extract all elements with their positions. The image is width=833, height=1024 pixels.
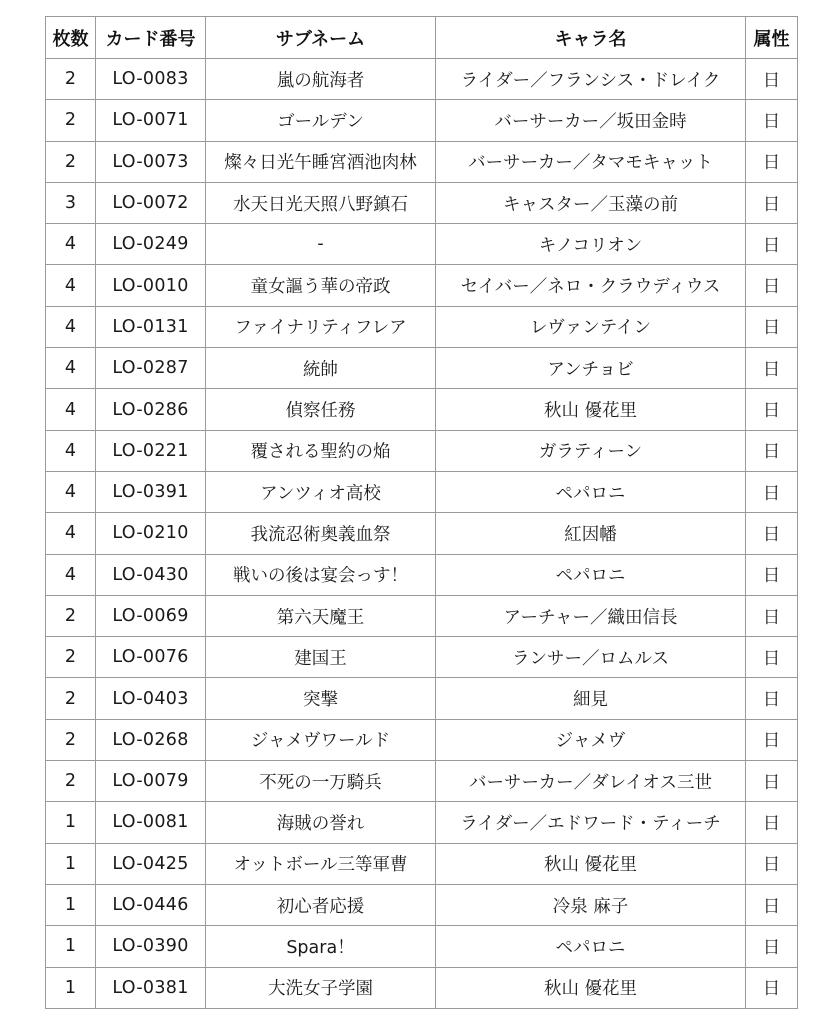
- cell-attribute: 日: [746, 430, 798, 471]
- cell-subname: ファイナリティフレア: [206, 306, 436, 347]
- table-row: [46, 719, 798, 760]
- cell-card-number: LO-0268: [96, 719, 206, 760]
- table-row: [46, 100, 798, 141]
- cell-subname: 覆される聖約の焔: [206, 430, 436, 471]
- table-row: [46, 389, 798, 430]
- table-row: [46, 141, 798, 182]
- cell-subname: 童女謳う華の帝政: [206, 265, 436, 306]
- cell-character-name: ジャメヴ: [436, 719, 746, 760]
- cell-subname: 燦々日光午睡宮酒池肉林: [206, 141, 436, 182]
- cell-card-number: LO-0390: [96, 926, 206, 967]
- cell-character-name: ランサー／ロムルス: [436, 637, 746, 678]
- cell-count: 2: [46, 637, 96, 678]
- cell-card-number: LO-0073: [96, 141, 206, 182]
- cell-attribute: 日: [746, 595, 798, 636]
- cell-subname: 統帥: [206, 348, 436, 389]
- cell-subname: 海賊の誉れ: [206, 802, 436, 843]
- table-row: [46, 761, 798, 802]
- cell-count: 4: [46, 348, 96, 389]
- cell-count: 2: [46, 100, 96, 141]
- table-row: [46, 637, 798, 678]
- cell-card-number: LO-0079: [96, 761, 206, 802]
- cell-subname: 突撃: [206, 678, 436, 719]
- cell-character-name: 紅因幡: [436, 513, 746, 554]
- cell-character-name: キノコリオン: [436, 224, 746, 265]
- cell-subname: 初心者応援: [206, 884, 436, 925]
- cell-count: 2: [46, 761, 96, 802]
- cell-subname: 水天日光天照八野鎮石: [206, 182, 436, 223]
- cell-count: 2: [46, 719, 96, 760]
- cell-attribute: 日: [746, 802, 798, 843]
- cell-attribute: 日: [746, 182, 798, 223]
- cell-subname: 大洗女子学園: [206, 967, 436, 1008]
- cell-count: 2: [46, 595, 96, 636]
- cell-card-number: LO-0430: [96, 554, 206, 595]
- cell-subname: 嵐の航海者: [206, 59, 436, 100]
- card-list-table-container: [45, 16, 798, 1009]
- cell-attribute: 日: [746, 141, 798, 182]
- cell-count: 2: [46, 59, 96, 100]
- cell-attribute: 日: [746, 761, 798, 802]
- table-header-row: [46, 17, 798, 59]
- cell-subname: ジャメヴワールド: [206, 719, 436, 760]
- cell-subname: 建国王: [206, 637, 436, 678]
- cell-character-name: バーサーカー／坂田金時: [436, 100, 746, 141]
- cell-subname: アンツィオ高校: [206, 471, 436, 512]
- cell-attribute: 日: [746, 678, 798, 719]
- cell-count: 1: [46, 967, 96, 1008]
- table-row: [46, 884, 798, 925]
- cell-subname: 偵察任務: [206, 389, 436, 430]
- cell-count: 4: [46, 306, 96, 347]
- header-count: 枚数: [46, 17, 96, 59]
- cell-card-number: LO-0072: [96, 182, 206, 223]
- cell-count: 2: [46, 678, 96, 719]
- cell-attribute: 日: [746, 843, 798, 884]
- cell-subname: -: [206, 224, 436, 265]
- cell-card-number: LO-0210: [96, 513, 206, 554]
- table-row: [46, 967, 798, 1008]
- cell-subname: 不死の一万騎兵: [206, 761, 436, 802]
- cell-attribute: 日: [746, 471, 798, 512]
- cell-card-number: LO-0446: [96, 884, 206, 925]
- cell-attribute: 日: [746, 100, 798, 141]
- cell-count: 2: [46, 141, 96, 182]
- table-row: [46, 843, 798, 884]
- cell-character-name: セイバー／ネロ・クラウディウス: [436, 265, 746, 306]
- cell-card-number: LO-0081: [96, 802, 206, 843]
- header-character-name: キャラ名: [436, 17, 746, 59]
- cell-attribute: 日: [746, 59, 798, 100]
- table-row: [46, 471, 798, 512]
- cell-attribute: 日: [746, 306, 798, 347]
- table-row: [46, 802, 798, 843]
- cell-card-number: LO-0249: [96, 224, 206, 265]
- cell-character-name: バーサーカー／タマモキャット: [436, 141, 746, 182]
- cell-attribute: 日: [746, 348, 798, 389]
- cell-count: 1: [46, 802, 96, 843]
- table-row: [46, 678, 798, 719]
- cell-count: 4: [46, 265, 96, 306]
- table-row: [46, 595, 798, 636]
- cell-attribute: 日: [746, 884, 798, 925]
- table-row: [46, 224, 798, 265]
- header-attribute: 属性: [746, 17, 798, 59]
- cell-subname: 戦いの後は宴会っす！: [206, 554, 436, 595]
- table-row: [46, 513, 798, 554]
- table-row: [46, 265, 798, 306]
- table-row: [46, 306, 798, 347]
- cell-character-name: ペパロニ: [436, 926, 746, 967]
- cell-attribute: 日: [746, 389, 798, 430]
- cell-character-name: ペパロニ: [436, 554, 746, 595]
- cell-character-name: キャスター／玉藻の前: [436, 182, 746, 223]
- cell-card-number: LO-0221: [96, 430, 206, 471]
- table-row: [46, 59, 798, 100]
- cell-character-name: 冷泉 麻子: [436, 884, 746, 925]
- cell-count: 4: [46, 471, 96, 512]
- cell-count: 1: [46, 884, 96, 925]
- cell-count: 3: [46, 182, 96, 223]
- cell-character-name: 秋山 優花里: [436, 389, 746, 430]
- cell-card-number: LO-0069: [96, 595, 206, 636]
- cell-character-name: 秋山 優花里: [436, 967, 746, 1008]
- table-row: [46, 182, 798, 223]
- cell-count: 4: [46, 430, 96, 471]
- cell-card-number: LO-0131: [96, 306, 206, 347]
- cell-character-name: アンチョビ: [436, 348, 746, 389]
- cell-character-name: アーチャー／織田信長: [436, 595, 746, 636]
- cell-card-number: LO-0076: [96, 637, 206, 678]
- cell-count: 4: [46, 554, 96, 595]
- cell-attribute: 日: [746, 513, 798, 554]
- cell-attribute: 日: [746, 637, 798, 678]
- cell-character-name: レヴァンテイン: [436, 306, 746, 347]
- cell-attribute: 日: [746, 926, 798, 967]
- header-subname: サブネーム: [206, 17, 436, 59]
- cell-character-name: 秋山 優花里: [436, 843, 746, 884]
- table-row: [46, 554, 798, 595]
- cell-attribute: 日: [746, 967, 798, 1008]
- cell-card-number: LO-0391: [96, 471, 206, 512]
- cell-card-number: LO-0083: [96, 59, 206, 100]
- cell-character-name: ペパロニ: [436, 471, 746, 512]
- cell-attribute: 日: [746, 265, 798, 306]
- table-row: [46, 926, 798, 967]
- cell-attribute: 日: [746, 719, 798, 760]
- cell-subname: Spara！: [206, 926, 436, 967]
- cell-character-name: ライダー／エドワード・ティーチ: [436, 802, 746, 843]
- cell-card-number: LO-0425: [96, 843, 206, 884]
- cell-count: 1: [46, 926, 96, 967]
- header-card-number: カード番号: [96, 17, 206, 59]
- cell-character-name: ガラティーン: [436, 430, 746, 471]
- cell-count: 1: [46, 843, 96, 884]
- cell-subname: オットボール三等軍曹: [206, 843, 436, 884]
- cell-character-name: 細見: [436, 678, 746, 719]
- cell-attribute: 日: [746, 224, 798, 265]
- cell-subname: 第六天魔王: [206, 595, 436, 636]
- cell-attribute: 日: [746, 554, 798, 595]
- table-row: [46, 430, 798, 471]
- cell-card-number: LO-0381: [96, 967, 206, 1008]
- cell-count: 4: [46, 224, 96, 265]
- cell-card-number: LO-0403: [96, 678, 206, 719]
- cell-count: 4: [46, 513, 96, 554]
- cell-card-number: LO-0286: [96, 389, 206, 430]
- table-row: [46, 348, 798, 389]
- cell-character-name: ライダー／フランシス・ドレイク: [436, 59, 746, 100]
- cell-count: 4: [46, 389, 96, 430]
- card-list-table: [45, 16, 798, 1009]
- cell-character-name: バーサーカー／ダレイオス三世: [436, 761, 746, 802]
- cell-card-number: LO-0287: [96, 348, 206, 389]
- cell-subname: ゴールデン: [206, 100, 436, 141]
- cell-card-number: LO-0071: [96, 100, 206, 141]
- cell-subname: 我流忍術奥義血祭: [206, 513, 436, 554]
- cell-card-number: LO-0010: [96, 265, 206, 306]
